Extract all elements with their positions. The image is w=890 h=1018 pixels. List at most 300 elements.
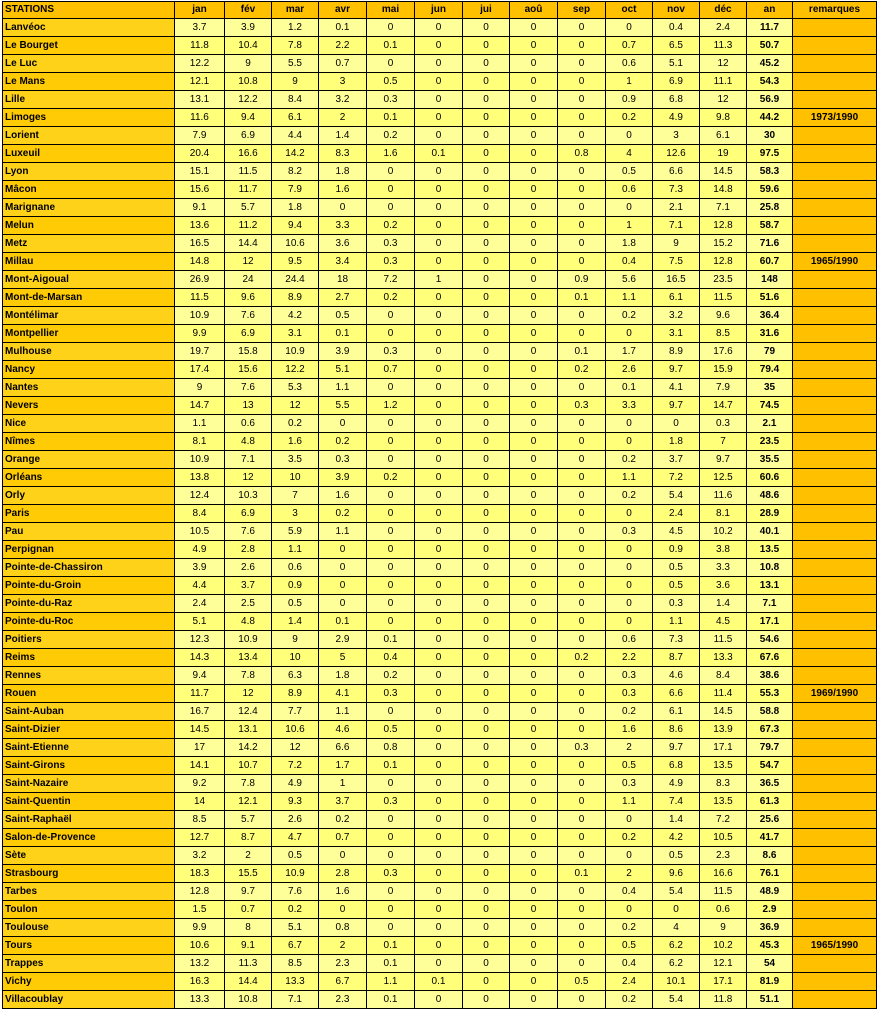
jun-cell: 0.1 <box>415 973 463 991</box>
jul-cell: 0 <box>463 793 510 811</box>
oct-cell: 0.4 <box>606 253 653 271</box>
sep-cell: 0.9 <box>558 271 606 289</box>
dec-cell: 9.6 <box>700 307 747 325</box>
remarks-cell: 1965/1990 <box>793 253 877 271</box>
apr-cell: 1.6 <box>319 181 367 199</box>
apr-cell: 3.3 <box>319 217 367 235</box>
jan-cell: 1.1 <box>175 415 225 433</box>
jul-cell: 0 <box>463 775 510 793</box>
mar-cell: 9 <box>272 73 319 91</box>
jun-cell: 0 <box>415 199 463 217</box>
may-cell: 0.1 <box>367 991 415 1009</box>
remarks-cell <box>793 901 877 919</box>
remarks-cell <box>793 235 877 253</box>
may-cell: 0 <box>367 19 415 37</box>
sep-cell: 0.3 <box>558 397 606 415</box>
feb-cell: 14.4 <box>225 235 272 253</box>
aug-cell: 0 <box>510 181 558 199</box>
jun-cell: 0 <box>415 865 463 883</box>
feb-cell: 9.6 <box>225 289 272 307</box>
remarks-cell <box>793 307 877 325</box>
aug-cell: 0 <box>510 595 558 613</box>
aug-cell: 0 <box>510 955 558 973</box>
jul-cell: 0 <box>463 487 510 505</box>
table-row <box>3 541 877 559</box>
mar-cell: 6.3 <box>272 667 319 685</box>
station-cell: Melun <box>3 217 175 235</box>
apr-cell: 4.1 <box>319 685 367 703</box>
oct-cell: 0.2 <box>606 307 653 325</box>
may-cell: 0.1 <box>367 631 415 649</box>
year-total-cell: 60.7 <box>747 253 793 271</box>
mar-cell: 14.2 <box>272 145 319 163</box>
mar-cell: 9 <box>272 631 319 649</box>
jan-cell: 9.9 <box>175 919 225 937</box>
apr-cell: 1.6 <box>319 487 367 505</box>
dec-cell: 16.6 <box>700 865 747 883</box>
may-cell: 0 <box>367 613 415 631</box>
jul-cell: 0 <box>463 919 510 937</box>
jun-cell: 0 <box>415 37 463 55</box>
jun-cell: 0 <box>415 487 463 505</box>
mar-cell: 5.1 <box>272 919 319 937</box>
sep-cell: 0 <box>558 955 606 973</box>
year-total-cell: 10.8 <box>747 559 793 577</box>
year-total-cell: 58.7 <box>747 217 793 235</box>
oct-cell: 0 <box>606 505 653 523</box>
jun-cell: 0 <box>415 325 463 343</box>
jul-cell: 0 <box>463 829 510 847</box>
year-total-cell: 28.9 <box>747 505 793 523</box>
table-row <box>3 253 877 271</box>
table-row <box>3 361 877 379</box>
remarks-cell <box>793 649 877 667</box>
table-body <box>3 19 877 1009</box>
jul-cell: 0 <box>463 973 510 991</box>
apr-cell: 0 <box>319 847 367 865</box>
apr-cell: 1.8 <box>319 163 367 181</box>
dec-cell: 11.5 <box>700 289 747 307</box>
remarks-cell: 1965/1990 <box>793 937 877 955</box>
may-cell: 0.2 <box>367 289 415 307</box>
aug-cell: 0 <box>510 613 558 631</box>
station-cell: Saint-Nazaire <box>3 775 175 793</box>
nov-cell: 5.4 <box>653 883 700 901</box>
table-row <box>3 721 877 739</box>
table-row <box>3 955 877 973</box>
jun-cell: 0 <box>415 217 463 235</box>
dec-cell: 13.3 <box>700 649 747 667</box>
oct-cell: 0 <box>606 19 653 37</box>
year-total-cell: 13.5 <box>747 541 793 559</box>
jul-cell: 0 <box>463 991 510 1009</box>
remarks-cell <box>793 865 877 883</box>
oct-cell: 0.2 <box>606 829 653 847</box>
apr-cell: 0.7 <box>319 829 367 847</box>
remarks-cell <box>793 541 877 559</box>
aug-cell: 0 <box>510 433 558 451</box>
sep-cell: 0 <box>558 505 606 523</box>
dec-cell: 11.3 <box>700 37 747 55</box>
mar-cell: 5.9 <box>272 523 319 541</box>
feb-cell: 7.6 <box>225 379 272 397</box>
remarks-cell <box>793 127 877 145</box>
year-total-cell: 48.9 <box>747 883 793 901</box>
aug-cell: 0 <box>510 505 558 523</box>
jun-cell: 0 <box>415 505 463 523</box>
jun-cell: 0 <box>415 829 463 847</box>
nov-cell: 8.9 <box>653 343 700 361</box>
apr-cell: 0.2 <box>319 505 367 523</box>
table-row <box>3 163 877 181</box>
nov-cell: 7.3 <box>653 631 700 649</box>
feb-cell: 10.8 <box>225 991 272 1009</box>
jan-cell: 15.6 <box>175 181 225 199</box>
nov-cell: 1.4 <box>653 811 700 829</box>
table-row <box>3 811 877 829</box>
nov-cell: 4.1 <box>653 379 700 397</box>
aug-cell: 0 <box>510 775 558 793</box>
year-total-cell: 25.8 <box>747 199 793 217</box>
year-total-cell: 41.7 <box>747 829 793 847</box>
sep-cell: 0 <box>558 793 606 811</box>
feb-cell: 12 <box>225 685 272 703</box>
station-cell: Rennes <box>3 667 175 685</box>
aug-cell: 0 <box>510 91 558 109</box>
feb-cell: 8.7 <box>225 829 272 847</box>
remarks-cell <box>793 523 877 541</box>
jul-cell: 0 <box>463 469 510 487</box>
column-header-jun: jun <box>415 2 463 19</box>
feb-cell: 9.7 <box>225 883 272 901</box>
may-cell: 0.4 <box>367 649 415 667</box>
sep-cell: 0 <box>558 685 606 703</box>
nov-cell: 6.6 <box>653 163 700 181</box>
may-cell: 0 <box>367 901 415 919</box>
year-total-cell: 50.7 <box>747 37 793 55</box>
jun-cell: 0 <box>415 163 463 181</box>
aug-cell: 0 <box>510 901 558 919</box>
feb-cell: 6.9 <box>225 127 272 145</box>
year-total-cell: 79.4 <box>747 361 793 379</box>
mar-cell: 12 <box>272 739 319 757</box>
table-row <box>3 235 877 253</box>
apr-cell: 2.3 <box>319 991 367 1009</box>
remarks-cell <box>793 631 877 649</box>
jul-cell: 0 <box>463 613 510 631</box>
jul-cell: 0 <box>463 343 510 361</box>
feb-cell: 2.6 <box>225 559 272 577</box>
table-row <box>3 127 877 145</box>
aug-cell: 0 <box>510 415 558 433</box>
oct-cell: 2.4 <box>606 973 653 991</box>
feb-cell: 15.5 <box>225 865 272 883</box>
column-header-sep: sep <box>558 2 606 19</box>
mar-cell: 10.9 <box>272 343 319 361</box>
jun-cell: 0 <box>415 91 463 109</box>
remarks-cell: 1973/1990 <box>793 109 877 127</box>
year-total-cell: 71.6 <box>747 235 793 253</box>
table-row <box>3 487 877 505</box>
station-cell: Vichy <box>3 973 175 991</box>
may-cell: 0.5 <box>367 73 415 91</box>
feb-cell: 3.7 <box>225 577 272 595</box>
jul-cell: 0 <box>463 451 510 469</box>
remarks-cell <box>793 487 877 505</box>
may-cell: 1.2 <box>367 397 415 415</box>
jan-cell: 18.3 <box>175 865 225 883</box>
station-cell: Saint-Girons <box>3 757 175 775</box>
oct-cell: 0.9 <box>606 91 653 109</box>
sep-cell: 0 <box>558 451 606 469</box>
aug-cell: 0 <box>510 559 558 577</box>
dec-cell: 14.7 <box>700 397 747 415</box>
aug-cell: 0 <box>510 865 558 883</box>
apr-cell: 0.8 <box>319 919 367 937</box>
aug-cell: 0 <box>510 649 558 667</box>
mar-cell: 6.1 <box>272 109 319 127</box>
mar-cell: 4.7 <box>272 829 319 847</box>
nov-cell: 6.8 <box>653 91 700 109</box>
sep-cell: 0 <box>558 631 606 649</box>
sep-cell: 0 <box>558 847 606 865</box>
aug-cell: 0 <box>510 451 558 469</box>
dec-cell: 11.4 <box>700 685 747 703</box>
jan-cell: 8.4 <box>175 505 225 523</box>
jul-cell: 0 <box>463 415 510 433</box>
jan-cell: 12.2 <box>175 55 225 73</box>
table-row <box>3 703 877 721</box>
aug-cell: 0 <box>510 55 558 73</box>
station-cell: Nevers <box>3 397 175 415</box>
nov-cell: 9 <box>653 235 700 253</box>
feb-cell: 3.9 <box>225 19 272 37</box>
dec-cell: 14.5 <box>700 163 747 181</box>
nov-cell: 1.1 <box>653 613 700 631</box>
apr-cell: 0.5 <box>319 307 367 325</box>
aug-cell: 0 <box>510 739 558 757</box>
sep-cell: 0 <box>558 19 606 37</box>
nov-cell: 9.6 <box>653 865 700 883</box>
station-cell: Pointe-de-Chassiron <box>3 559 175 577</box>
nov-cell: 0.5 <box>653 559 700 577</box>
table-row <box>3 37 877 55</box>
table-row <box>3 631 877 649</box>
remarks-cell <box>793 757 877 775</box>
jan-cell: 7.9 <box>175 127 225 145</box>
dec-cell: 7.1 <box>700 199 747 217</box>
mar-cell: 7.2 <box>272 757 319 775</box>
mar-cell: 2.6 <box>272 811 319 829</box>
aug-cell: 0 <box>510 307 558 325</box>
remarks-cell <box>793 415 877 433</box>
mar-cell: 10 <box>272 469 319 487</box>
oct-cell: 0.6 <box>606 631 653 649</box>
year-total-cell: 51.1 <box>747 991 793 1009</box>
may-cell: 0 <box>367 181 415 199</box>
station-cell: Pointe-du-Roc <box>3 613 175 631</box>
oct-cell: 0.6 <box>606 181 653 199</box>
year-total-cell: 2.9 <box>747 901 793 919</box>
mar-cell: 1.4 <box>272 613 319 631</box>
nov-cell: 0.9 <box>653 541 700 559</box>
jan-cell: 13.1 <box>175 91 225 109</box>
apr-cell: 1.6 <box>319 883 367 901</box>
oct-cell: 5.6 <box>606 271 653 289</box>
jun-cell: 0 <box>415 523 463 541</box>
jan-cell: 5.1 <box>175 613 225 631</box>
nov-cell: 6.5 <box>653 37 700 55</box>
remarks-cell <box>793 991 877 1009</box>
mar-cell: 9.4 <box>272 217 319 235</box>
mar-cell: 7.7 <box>272 703 319 721</box>
remarks-cell <box>793 163 877 181</box>
mar-cell: 0.5 <box>272 847 319 865</box>
jul-cell: 0 <box>463 865 510 883</box>
sep-cell: 0 <box>558 577 606 595</box>
table-row <box>3 397 877 415</box>
aug-cell: 0 <box>510 631 558 649</box>
mar-cell: 3.1 <box>272 325 319 343</box>
may-cell: 0 <box>367 541 415 559</box>
jul-cell: 0 <box>463 397 510 415</box>
jun-cell: 0 <box>415 19 463 37</box>
table-row <box>3 739 877 757</box>
apr-cell: 3.4 <box>319 253 367 271</box>
dec-cell: 15.9 <box>700 361 747 379</box>
table-row <box>3 901 877 919</box>
dec-cell: 8.5 <box>700 325 747 343</box>
mar-cell: 7.6 <box>272 883 319 901</box>
jan-cell: 1.5 <box>175 901 225 919</box>
jun-cell: 0 <box>415 73 463 91</box>
table-row <box>3 379 877 397</box>
jan-cell: 9.4 <box>175 667 225 685</box>
may-cell: 0.2 <box>367 469 415 487</box>
jun-cell: 0 <box>415 775 463 793</box>
jul-cell: 0 <box>463 73 510 91</box>
may-cell: 0 <box>367 505 415 523</box>
jul-cell: 0 <box>463 631 510 649</box>
jan-cell: 13.3 <box>175 991 225 1009</box>
dec-cell: 12.5 <box>700 469 747 487</box>
may-cell: 0.3 <box>367 793 415 811</box>
may-cell: 7.2 <box>367 271 415 289</box>
table-row <box>3 145 877 163</box>
jul-cell: 0 <box>463 55 510 73</box>
nov-cell: 4 <box>653 919 700 937</box>
station-cell: Paris <box>3 505 175 523</box>
nov-cell: 3 <box>653 127 700 145</box>
year-total-cell: 23.5 <box>747 433 793 451</box>
station-cell: Saint-Auban <box>3 703 175 721</box>
mar-cell: 8.4 <box>272 91 319 109</box>
station-cell: Montpellier <box>3 325 175 343</box>
remarks-cell <box>793 721 877 739</box>
may-cell: 0.5 <box>367 721 415 739</box>
dec-cell: 7 <box>700 433 747 451</box>
dec-cell: 0.6 <box>700 901 747 919</box>
mar-cell: 8.9 <box>272 685 319 703</box>
year-total-cell: 79 <box>747 343 793 361</box>
oct-cell: 1 <box>606 217 653 235</box>
may-cell: 0.2 <box>367 217 415 235</box>
table-row <box>3 55 877 73</box>
jan-cell: 9.1 <box>175 199 225 217</box>
apr-cell: 2.2 <box>319 37 367 55</box>
jan-cell: 19.7 <box>175 343 225 361</box>
aug-cell: 0 <box>510 937 558 955</box>
jan-cell: 13.6 <box>175 217 225 235</box>
may-cell: 0 <box>367 433 415 451</box>
station-cell: Le Luc <box>3 55 175 73</box>
column-header-feb: fév <box>225 2 272 19</box>
feb-cell: 6.9 <box>225 505 272 523</box>
year-total-cell: 59.6 <box>747 181 793 199</box>
remarks-cell <box>793 361 877 379</box>
remarks-cell <box>793 397 877 415</box>
table-row <box>3 73 877 91</box>
jun-cell: 0.1 <box>415 145 463 163</box>
jan-cell: 16.7 <box>175 703 225 721</box>
nov-cell: 0.3 <box>653 595 700 613</box>
mar-cell: 1.6 <box>272 433 319 451</box>
may-cell: 1.6 <box>367 145 415 163</box>
aug-cell: 0 <box>510 361 558 379</box>
station-cell: Le Bourget <box>3 37 175 55</box>
feb-cell: 11.7 <box>225 181 272 199</box>
apr-cell: 0.2 <box>319 811 367 829</box>
table-row <box>3 91 877 109</box>
jan-cell: 26.9 <box>175 271 225 289</box>
aug-cell: 0 <box>510 127 558 145</box>
may-cell: 0.1 <box>367 937 415 955</box>
station-cell: Saint-Etienne <box>3 739 175 757</box>
station-cell: Poitiers <box>3 631 175 649</box>
station-cell: Le Mans <box>3 73 175 91</box>
nov-cell: 7.2 <box>653 469 700 487</box>
jul-cell: 0 <box>463 595 510 613</box>
nov-cell: 0.5 <box>653 577 700 595</box>
jan-cell: 15.1 <box>175 163 225 181</box>
oct-cell: 3.3 <box>606 397 653 415</box>
jul-cell: 0 <box>463 667 510 685</box>
jul-cell: 0 <box>463 145 510 163</box>
station-cell: Tours <box>3 937 175 955</box>
jun-cell: 0 <box>415 235 463 253</box>
oct-cell: 4 <box>606 145 653 163</box>
jul-cell: 0 <box>463 271 510 289</box>
aug-cell: 0 <box>510 919 558 937</box>
dec-cell: 13.5 <box>700 793 747 811</box>
table-row <box>3 469 877 487</box>
nov-cell: 3.1 <box>653 325 700 343</box>
remarks-cell <box>793 433 877 451</box>
mar-cell: 10.6 <box>272 721 319 739</box>
column-header-jan: jan <box>175 2 225 19</box>
aug-cell: 0 <box>510 253 558 271</box>
dec-cell: 8.3 <box>700 775 747 793</box>
jan-cell: 12.8 <box>175 883 225 901</box>
jan-cell: 14 <box>175 793 225 811</box>
remarks-cell <box>793 829 877 847</box>
nov-cell: 2.1 <box>653 199 700 217</box>
sep-cell: 0 <box>558 37 606 55</box>
oct-cell: 0.2 <box>606 109 653 127</box>
apr-cell: 0.7 <box>319 55 367 73</box>
remarks-cell <box>793 451 877 469</box>
sep-cell: 0 <box>558 775 606 793</box>
